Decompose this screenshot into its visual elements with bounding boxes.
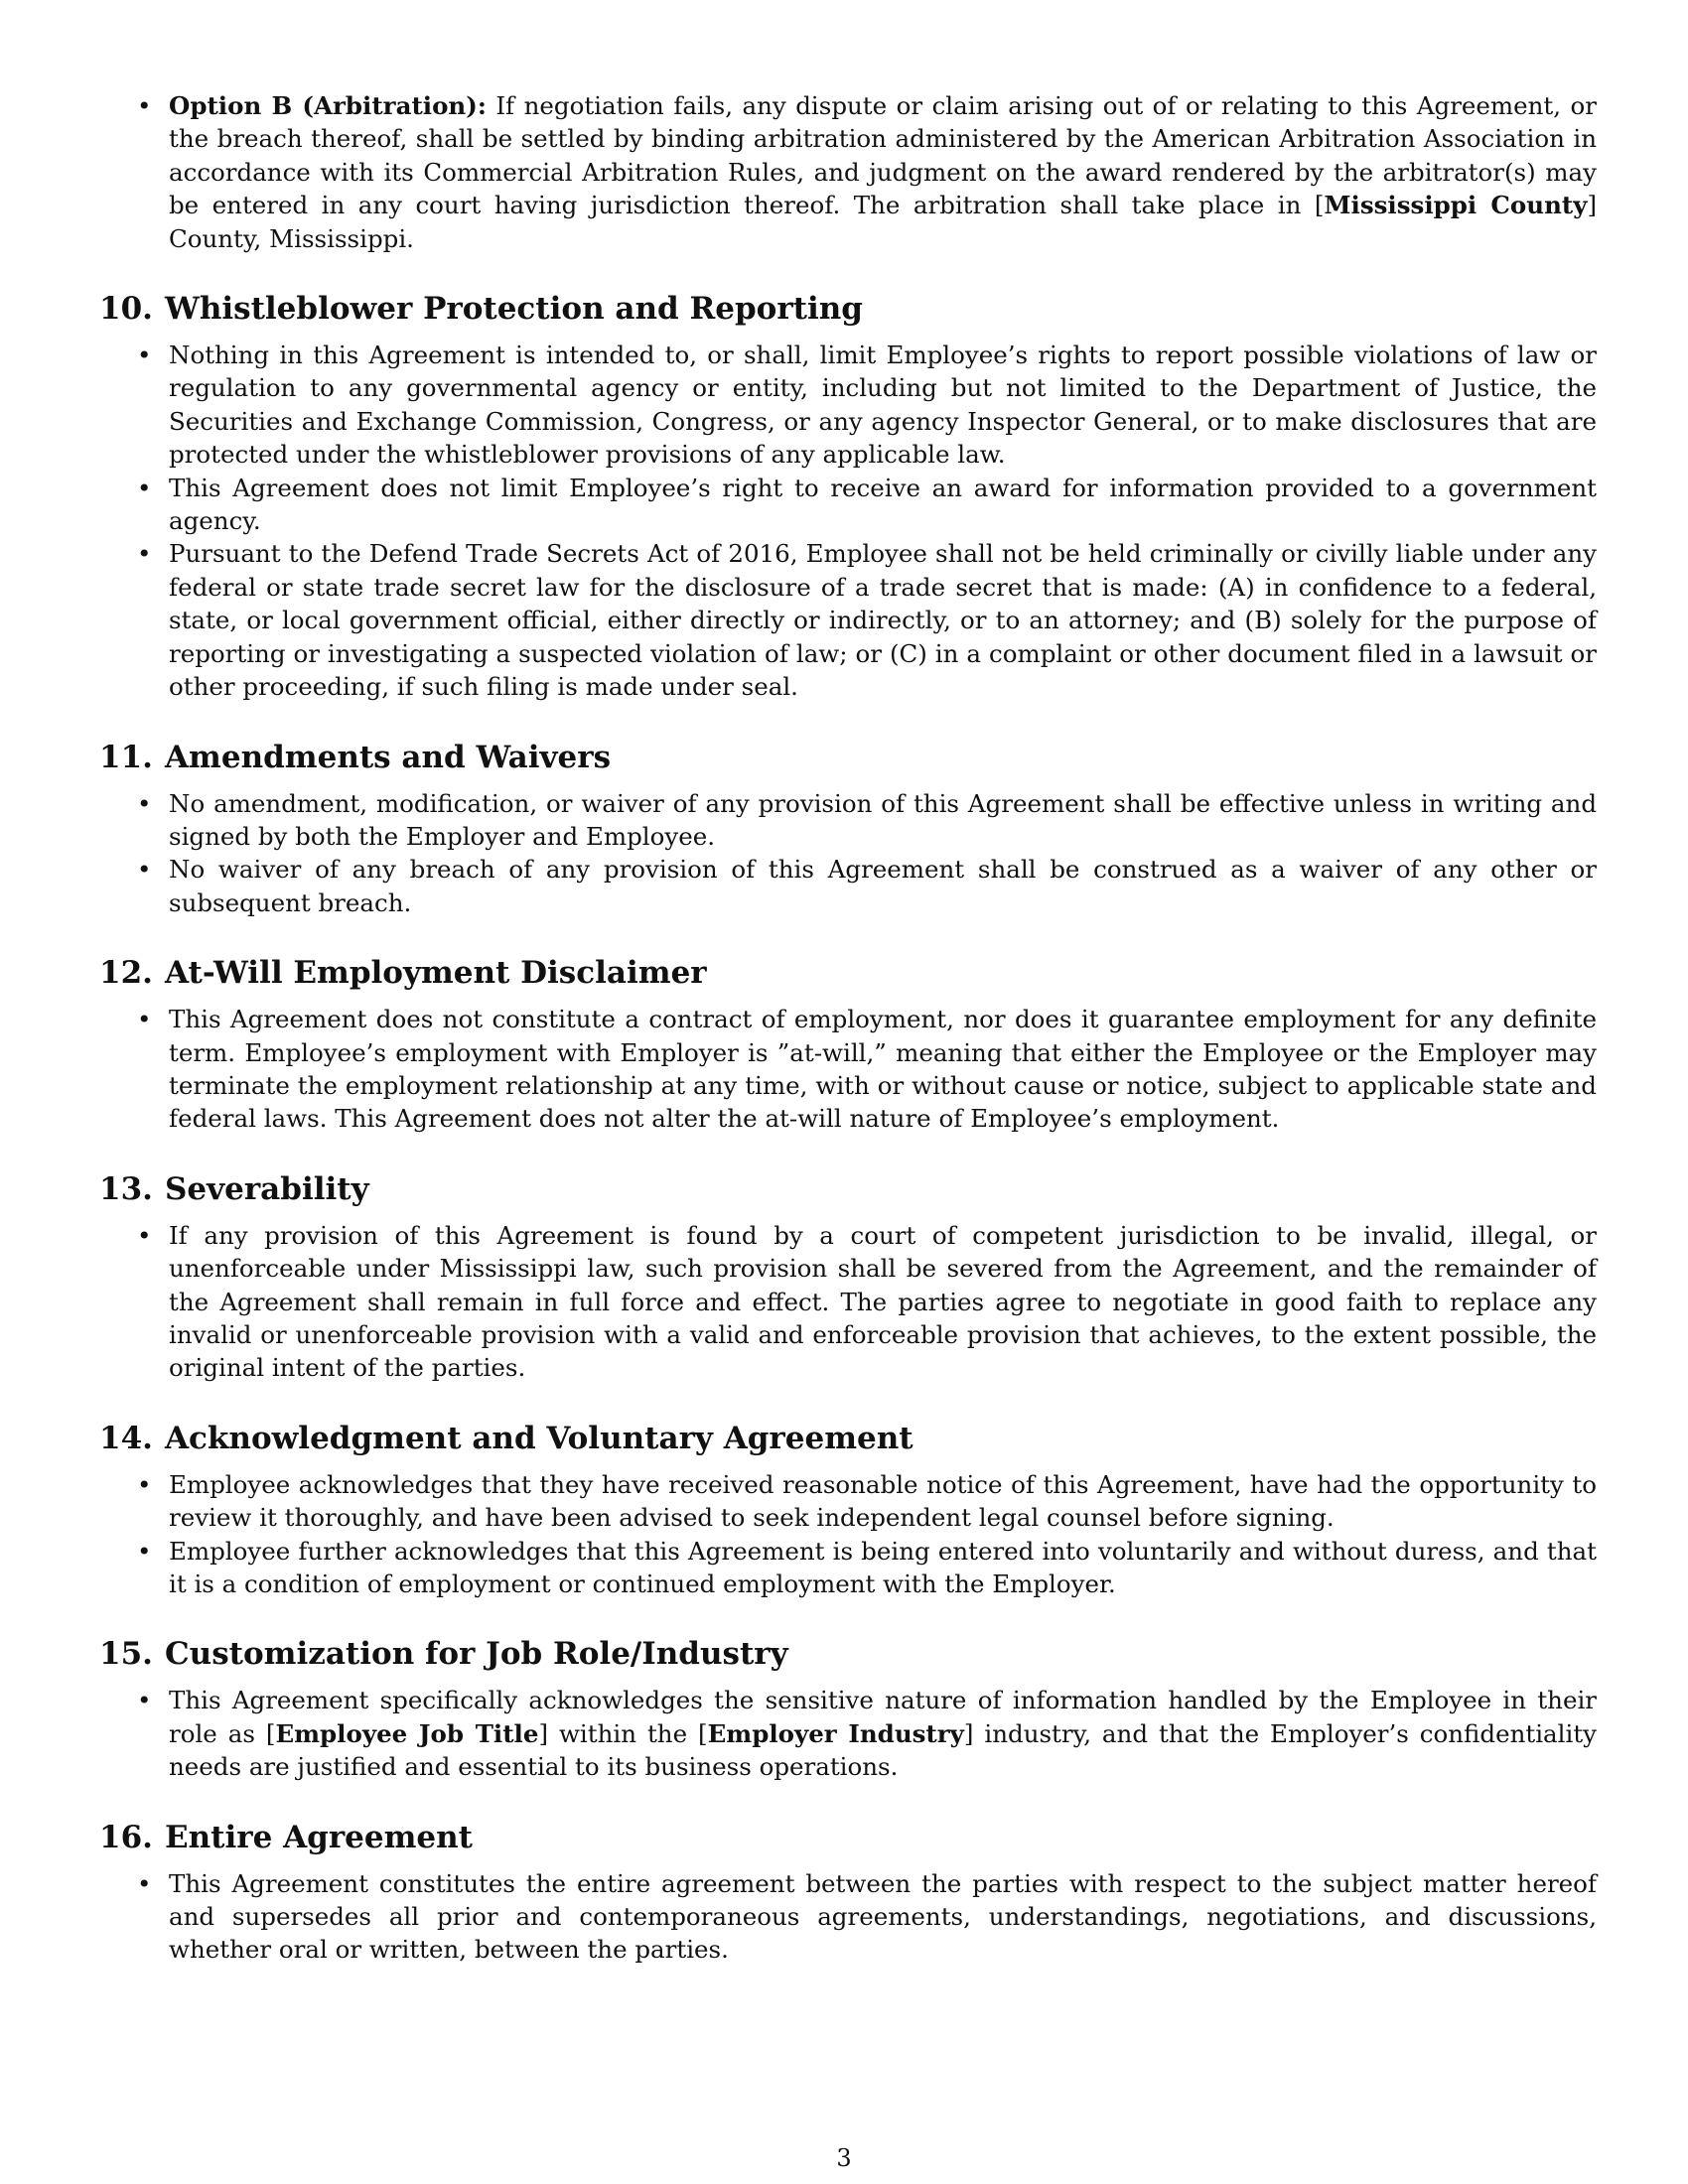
section-15-list [99, 1684, 1597, 1783]
page-number: 3 [836, 2144, 852, 2172]
section-title: Whistleblower Protection and Reporting [165, 291, 863, 328]
list-item [99, 787, 1597, 854]
list-item-text: No waiver of any breach of any provision of this Agreement shall be construed as a waiver of any other or subsequent breach. [169, 855, 1597, 917]
section-number: 10. [99, 291, 153, 328]
list-item [99, 472, 1597, 538]
list-item [99, 1219, 1597, 1385]
option-b-text-end: ] County, Mississippi. [169, 191, 1597, 253]
option-b-label: Option B (Arbitration): [169, 91, 487, 120]
section-heading-14 [99, 1419, 1597, 1458]
section-heading-13 [99, 1169, 1597, 1209]
bullet-marker: • [137, 341, 152, 370]
section-13-list [99, 1219, 1597, 1385]
county-placeholder: Mississippi County [1324, 191, 1588, 220]
list-item-text: ] industry, and that the Employer’s confidentiality needs are justified and essential to its business operations. [169, 1718, 1598, 1782]
bullet-marker: • [137, 855, 152, 885]
section-number: 11. [99, 739, 153, 775]
section-number: 15. [99, 1636, 153, 1673]
job-title-placeholder: Employee Job Title [275, 1718, 539, 1748]
section-heading-16 [99, 1818, 1597, 1857]
section-title: Acknowledgment and Voluntary Agreement [165, 1420, 914, 1456]
list-item-text: Pursuant to the Defend Trade Secrets Act of 2016, Employee shall not be held criminally or civilly liable under any federal or state trade secret law for the disclosure of a trade secret that is made: (A) in confidence to a federal, state, or local government official, either directly or indirectly, or to an attorney; and (B) solely for the purpose of reporting or investigating a suspected violation of law; or (C) in a complaint or other document filed in a lawsuit or other proceeding, if such filing is made under seal. [169, 539, 1597, 702]
section-number: 13. [99, 1170, 153, 1207]
list-item [99, 1535, 1597, 1601]
list-item-text: If any provision of this Agreement is found by a court of competent jurisdiction to be invalid, illegal, or unenforceable under Mississippi law, such provision shall be severed from the Agreement, and the remainder of the Agreement shall remain in full force and effect. The parties agree to negotiate in good faith to replace any invalid or unenforceable provision with a valid and enforceable provision that achieves, to the extent possible, the original intent of the parties. [169, 1220, 1597, 1383]
section-14-list [99, 1468, 1597, 1601]
section-11-list [99, 787, 1597, 920]
option-b-text: If negotiation fails, any dispute or claim arising out of or relating to this Agreement, or the breach thereof, shall be settled by binding arbitration administered by the American Arbitration Association in accordance with its Commercial Arbitration Rules, and judgment on the award rendered by the arbitrator(s) may be entered in any court having jurisdiction thereof. The arbitration shall take place in [ [169, 91, 1597, 220]
section-10-list [99, 339, 1597, 703]
bullet-marker: • [137, 1868, 152, 1898]
option-b-arbitration-item [99, 89, 1597, 255]
bullet-marker: • [137, 1536, 152, 1566]
section-title: At-Will Employment Disclaimer [165, 955, 707, 992]
list-item [99, 853, 1597, 919]
bullet-marker: • [137, 788, 152, 818]
section-number: 12. [99, 955, 153, 992]
section-12-list [99, 1003, 1597, 1136]
bullet-marker: • [137, 91, 152, 120]
section-title: Severability [165, 1170, 369, 1207]
section-heading-11 [99, 738, 1597, 777]
list-item [99, 339, 1597, 472]
bullet-marker: • [137, 1005, 152, 1034]
bullet-marker: • [137, 1686, 152, 1715]
option-b-list [99, 89, 1597, 255]
section-title: Amendments and Waivers [165, 739, 612, 775]
list-item-text: No amendment, modification, or waiver of any provision of this Agreement shall be effective unless in writing and signed by both the Employer and Employee. [169, 788, 1597, 851]
section-heading-12 [99, 953, 1597, 993]
bullet-marker: • [137, 539, 152, 569]
section-heading-15 [99, 1634, 1597, 1674]
list-item-text: This Agreement constitutes the entire agreement between the parties with respect to the subject matter hereof and supersedes all prior and contemporaneous agreements, understandings, negotiations, and discussions, whether oral or written, between the parties. [169, 1868, 1597, 1965]
list-item-text: Employee further acknowledges that this Agreement is being entered into voluntarily and without duress, and that it is a condition of employment or continued employment with the Employer. [169, 1536, 1597, 1598]
section-title: Customization for Job Role/Industry [165, 1636, 788, 1673]
bullet-marker: • [137, 473, 152, 502]
list-item [99, 1684, 1597, 1783]
list-item-text: This Agreement does not constitute a contract of employment, nor does it guarantee employment for any definite term. Employee’s employment with Employer is ”at-will,” meaning that either the Employee or the Employer may terminate the employment relationship at any time, with or without cause or notice, subject to applicable state and federal laws. This Agreement does not alter the at-will nature of Employee’s employment. [169, 1005, 1597, 1134]
section-heading-10 [99, 289, 1597, 329]
section-number: 16. [99, 1819, 153, 1855]
list-item [99, 537, 1597, 703]
bullet-marker: • [137, 1469, 152, 1499]
list-item [99, 1468, 1597, 1535]
list-item [99, 1003, 1597, 1136]
bullet-marker: • [137, 1220, 152, 1250]
list-item-text: This Agreement does not limit Employee’s right to receive an award for information provided to a government agency. [169, 473, 1597, 536]
list-item-text: ] within the [ [538, 1718, 708, 1748]
list-item [99, 1867, 1597, 1967]
section-title: Entire Agreement [165, 1819, 473, 1855]
list-item-text: Nothing in this Agreement is intended to, or shall, limit Employee’s rights to report possible violations of law or regulation to any governmental agency or entity, including but not limited to the Department of Justice, the Securities and Exchange Commission, Congress, or any agency Inspector General, or to make disclosures that are protected under the whistleblower provisions of any applicable law. [169, 341, 1597, 470]
list-item-text: Employee acknowledges that they have received reasonable notice of this Agreement, have had the opportunity to review it thoroughly, and have been advised to seek independent legal counsel before signing. [169, 1469, 1597, 1533]
industry-placeholder: Employer Industry [707, 1718, 964, 1748]
section-number: 14. [99, 1420, 153, 1456]
section-16-list [99, 1867, 1597, 1967]
document-page [99, 89, 1597, 1967]
list-item-text: This Agreement specifically acknowledges the sensitive nature of information handled by the Employee in their role as [ [169, 1686, 1597, 1748]
